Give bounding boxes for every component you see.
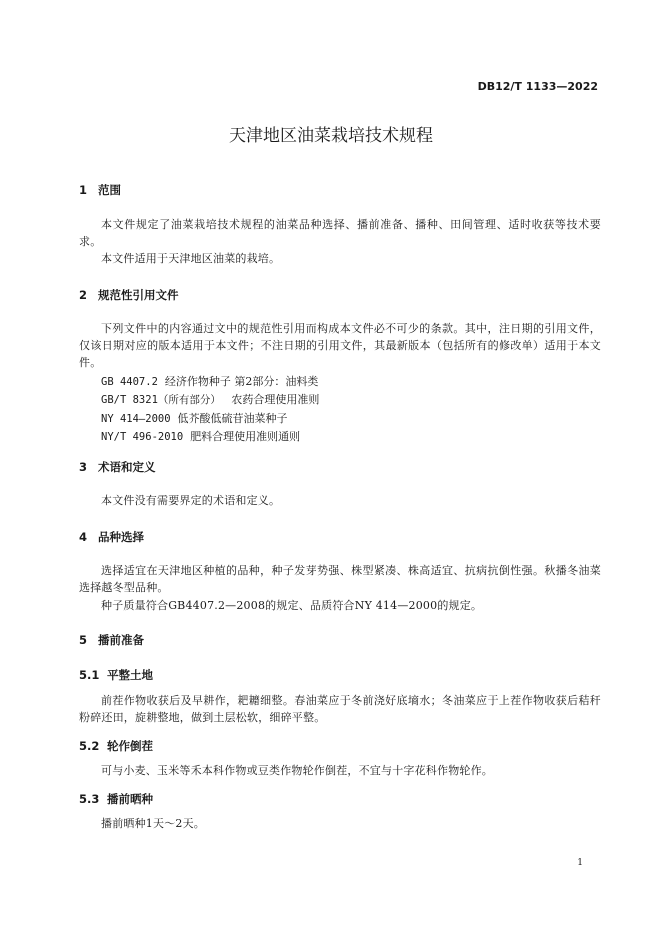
reference-item [101, 428, 319, 446]
reference-code: GB 4407.2 [101, 376, 158, 388]
reference-code: NY 414—2000 [101, 412, 171, 425]
reference-code: GB/T 8321（所有部分） [101, 394, 221, 407]
subsection-title: 播前晒种 [107, 792, 153, 806]
section-4-paragraph-1: 选择适宜在天津地区种植的品种，种子发芽势强、株型紧凑、株高适宜、抗病抗倒性强。秋播冬油菜选择越冬型品种。 [79, 564, 601, 594]
reference-item [101, 391, 319, 409]
document-code: DB12/T 1133—2022 [477, 80, 598, 93]
section-title: 播前准备 [98, 633, 144, 647]
reference-code: NY/T 496-2010 [101, 430, 184, 443]
section-number: 2 [79, 288, 88, 302]
section-title: 规范性引用文件 [98, 288, 179, 302]
section-5-heading [79, 632, 144, 648]
section-1-paragraph-2: 本文件适用于天津地区油菜的栽培。 [101, 252, 281, 265]
section-3-heading [79, 459, 156, 475]
section-number: 4 [79, 530, 88, 544]
section-1-heading [79, 182, 121, 198]
subsection-5-1-heading [79, 667, 153, 683]
section-title: 术语和定义 [98, 460, 156, 474]
reference-item [101, 373, 319, 391]
reference-title: 低芥酸低硫苷油菜种子 [177, 411, 288, 425]
subsection-number: 5.2 [79, 739, 100, 753]
reference-title: 农药合理使用准则 [231, 393, 320, 407]
reference-title: 经济作物种子 第2部分：油料类 [164, 375, 319, 388]
subsection-5-3-heading [79, 791, 153, 807]
subsection-number: 5.3 [79, 792, 100, 806]
subsection-5-3-paragraph: 播前晒种1天～2天。 [101, 817, 205, 830]
section-number: 1 [79, 183, 88, 197]
section-number: 5 [79, 633, 88, 647]
section-title: 范围 [98, 183, 121, 197]
section-number: 3 [79, 460, 88, 474]
subsection-title: 轮作倒茬 [107, 739, 153, 753]
normative-references-list [101, 373, 319, 446]
section-2-paragraph-1: 下列文件中的内容通过文中的规范性引用而构成本文件必不可少的条款。其中，注日期的引用文件，仅该日期对应的版本适用于本文件；不注日期的引用文件，其最新版本（包括所有的修改单）适用于本文件。 [79, 322, 601, 369]
section-1-paragraph-1: 本文件规定了油菜栽培技术规程的油菜品种选择、播前准备、播种、田间管理、适时收获等技术要求。 [79, 218, 601, 248]
reference-item [101, 410, 319, 428]
reference-title: 肥料合理使用准则通则 [190, 429, 301, 443]
subsection-5-2-paragraph: 可与小麦、玉米等禾本科作物或豆类作物轮作倒茬，不宜与十字花科作物轮作。 [101, 764, 493, 777]
section-4-heading [79, 529, 144, 545]
document-title: 天津地区油菜栽培技术规程 [229, 126, 433, 146]
page-number: 1 [577, 858, 583, 868]
section-title: 品种选择 [98, 530, 144, 544]
section-2-heading [79, 287, 179, 303]
subsection-title: 平整土地 [107, 668, 153, 682]
section-4-paragraph-2: 种子质量符合GB4407.2—2008的规定、品质符合NY 414—2000的规定。 [101, 599, 483, 612]
subsection-number: 5.1 [79, 668, 100, 682]
subsection-5-2-heading [79, 738, 153, 754]
subsection-5-1-paragraph: 前茬作物收获后及早耕作，耙耱细整。春油菜应于冬前浇好底墒水；冬油菜应于上茬作物收获后秸秆粉碎还田，旋耕整地，做到土层松软，细碎平整。 [79, 694, 601, 724]
section-3-paragraph-1: 本文件没有需要界定的术语和定义。 [101, 494, 281, 507]
